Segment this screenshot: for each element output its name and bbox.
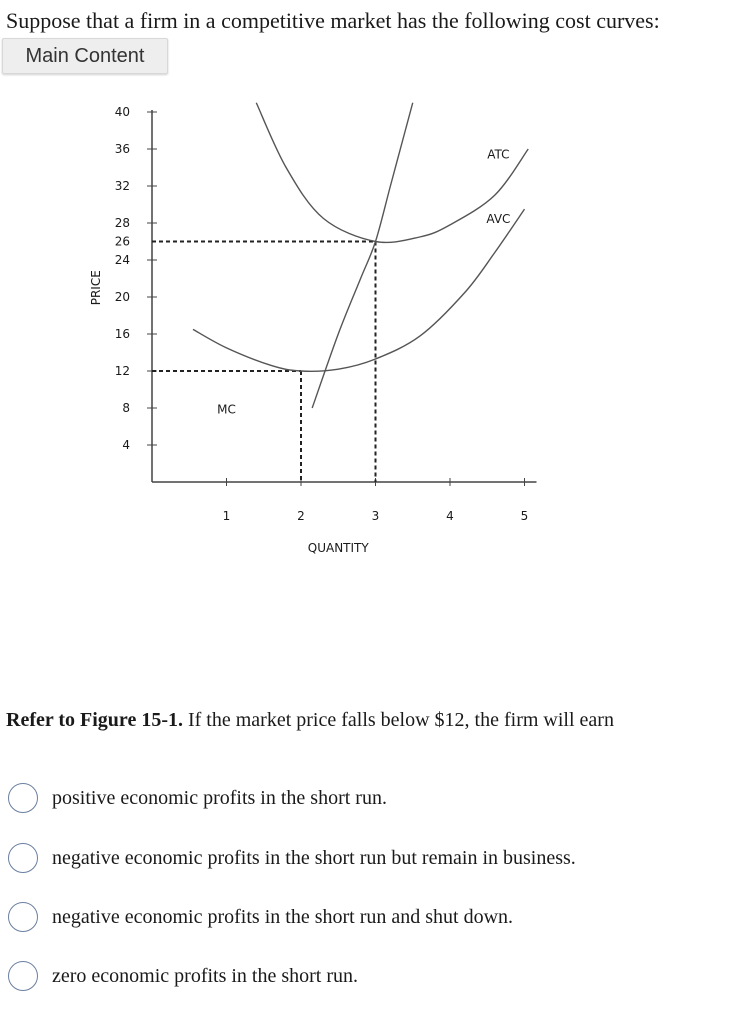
x-tick-label: 1	[222, 509, 231, 523]
y-tick-label: 32	[114, 179, 130, 193]
x-tick-label: 2	[297, 509, 305, 523]
x-axis-title: QUANTITY	[307, 541, 369, 555]
cost-curves-figure	[0, 80, 738, 580]
y-tick-label: 28	[114, 216, 130, 230]
question-body: If the market price falls below $12, the firm will earn	[182, 709, 614, 731]
y-tick-label: 4	[122, 438, 130, 452]
main-content-button[interactable]: Main Content	[2, 38, 168, 74]
answer-option-2[interactable]	[8, 843, 576, 873]
y-tick-label: 12	[114, 364, 130, 378]
y-tick-label: 16	[114, 327, 130, 341]
option-label: negative economic profits in the short run but remain in business.	[52, 847, 576, 869]
option-label: positive economic profits in the short run.	[52, 787, 387, 809]
curve-labels	[217, 147, 510, 416]
mc-curve	[312, 103, 413, 408]
cost-curves	[193, 103, 528, 408]
answer-option-1[interactable]	[8, 783, 387, 813]
y-tick-label: 36	[114, 142, 130, 156]
avc-curve	[193, 209, 525, 371]
answer-option-4[interactable]	[8, 961, 358, 991]
x-axis	[152, 478, 537, 523]
intro-text: Suppose that a firm in a competitive market has the following cost curves:	[6, 8, 660, 33]
x-tick-label: 3	[371, 509, 380, 523]
y-tick-label: 26	[114, 234, 130, 249]
reference-lines	[152, 242, 376, 483]
mc-label: MC	[217, 402, 236, 417]
option-label: negative economic profits in the short run and shut down.	[52, 906, 514, 928]
option-label: zero economic profits in the short run.	[52, 965, 359, 987]
figure-reference: Refer to Figure 15-1.	[6, 709, 183, 731]
x-tick-label: 4	[446, 509, 454, 523]
x-ticks	[223, 478, 529, 523]
radio-button[interactable]	[8, 961, 38, 991]
y-axis-title: PRICE	[89, 270, 103, 306]
radio-button[interactable]	[8, 902, 38, 932]
y-tick-label: 20	[114, 290, 130, 304]
radio-button[interactable]	[8, 783, 38, 813]
y-tick-label: 40	[114, 105, 130, 119]
y-ticks	[115, 105, 157, 452]
y-axis	[115, 105, 157, 482]
x-tick-label: 5	[520, 509, 529, 523]
question-text	[6, 708, 614, 732]
radio-button[interactable]	[8, 843, 38, 873]
y-tick-label: 24	[114, 253, 130, 267]
avc-label: AVC	[486, 212, 511, 226]
y-tick-label: 8	[122, 401, 130, 415]
answer-option-3[interactable]	[8, 902, 513, 932]
atc-label: ATC	[487, 147, 510, 162]
